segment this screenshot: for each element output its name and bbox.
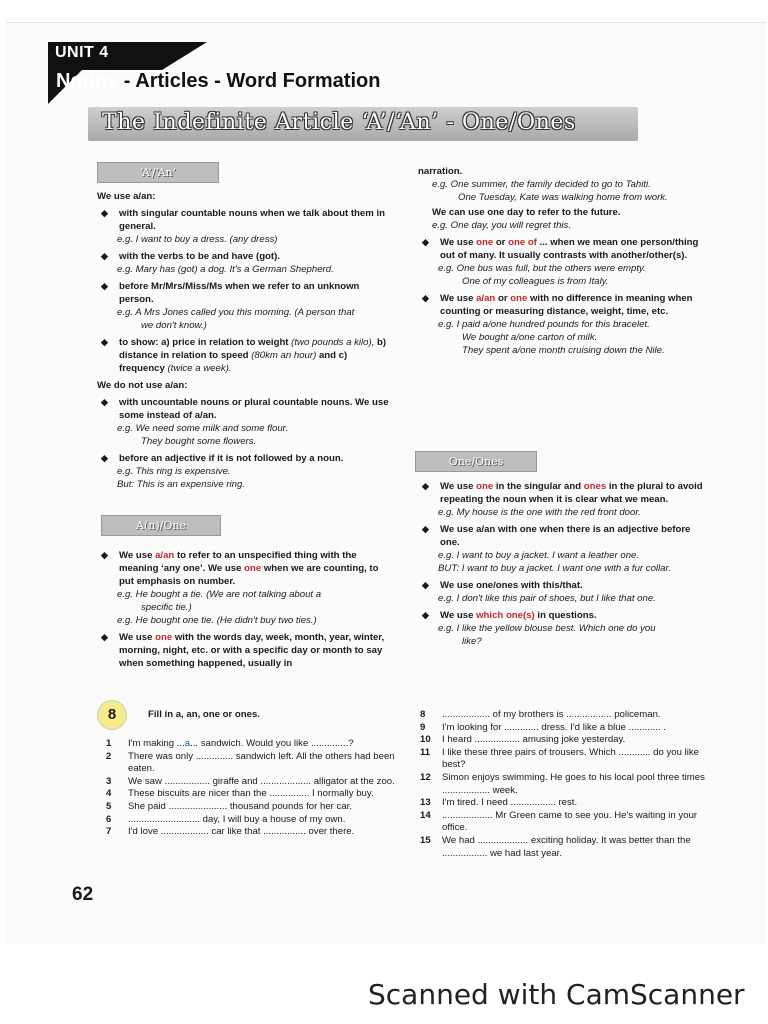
exercise-item: 5 She paid ...................... thousand pounds for her car. <box>106 800 352 812</box>
section-label-a-an: ‘A’/‘An’ <box>97 162 219 183</box>
exercise-instruction: Fill in a, an, one or ones. <box>148 709 260 720</box>
exercise-item: 15 We had ................... exciting holiday. It was better than the ................. we had last year. <box>420 834 691 859</box>
rule-8: ◆ We use one with the words day, week, month, year, winter, morning, night, etc. or with a specific day or month to say when something happened, usually in <box>97 631 395 670</box>
exercise-item: 7 I'd love .................. car like that ................ over there. <box>106 826 355 838</box>
rule-6: ◆ before an adjective if it is not followed by a noun. <box>97 452 395 465</box>
narration-example-2: One Tuesday, Kate was walking home from work. <box>458 192 668 203</box>
rule-adjective-one: ◆ We use a/an with one when there is an adjective before one. <box>418 523 708 549</box>
rule-3-example-2: we don't know.) <box>141 320 207 331</box>
future-rule: We can use one day to refer to the future. <box>432 207 621 218</box>
rule-2: ◆ with the verbs to be and have (got). <box>97 250 395 263</box>
rule-one-of-example-2: One of my colleagues is from Italy. <box>462 276 609 287</box>
rule-7-example-1: e.g. He bought a tie. (We are not talking about a <box>117 589 322 600</box>
scanner-watermark: Scanned with CamScanner <box>368 978 745 1011</box>
left-column <box>97 190 395 491</box>
rule-questions: ◆ We use which one(s) in questions. <box>418 609 708 622</box>
unit-subtitle <box>56 70 380 93</box>
exercise-item: 11 I like these three pairs of trousers. Which ............ do you like best? <box>420 746 700 771</box>
subtitle-first-word: Nouns <box>56 70 119 92</box>
exercise-item: 13 I'm tired. I need ................. rest. <box>420 797 578 809</box>
rule-1: ◆ with singular countable nouns when we talk about them in general. <box>97 207 395 233</box>
exercise-item: 9 I'm looking for ............. dress. I'd like a blue ............ . <box>420 721 666 733</box>
subtitle-rest: - Articles - Word Formation <box>118 70 381 92</box>
rule-one-of-example-1: e.g. One bus was full, but the others were empty. <box>438 263 646 274</box>
narration-text: narration. <box>418 166 463 177</box>
rule-this-that: ◆ We use one/ones with this/that. <box>418 579 708 592</box>
section-label-a-one: A(n)/One <box>101 515 221 536</box>
rule-6-example-1: e.g. This ring is expensive. <box>117 466 231 477</box>
rule-1-example: e.g. I want to buy a dress. (any dress) <box>117 234 278 245</box>
rule-questions-example-1: e.g. I like the yellow blouse best. Which one do you <box>438 623 656 634</box>
rule-7: ◆ We use a/an to refer to an unspecified thing with the meaning ‘any one’. We use one when we are counting, to put emphasis on number. <box>97 549 395 588</box>
we-use-heading: We use a/an: <box>97 191 156 202</box>
exercise-item: 10 I heard ................. amusing joke yesterday. <box>420 734 626 746</box>
rule-one-ones: ◆ We use one in the singular and ones in the plural to avoid repeating the noun when it is clear what we mean. <box>418 480 708 506</box>
we-do-not-use-heading: We do not use a/an: <box>97 380 188 391</box>
left-column-a-one <box>97 549 395 670</box>
rule-5-example-1: e.g. We need some milk and some flour. <box>117 423 289 434</box>
exercise-left-list <box>106 738 396 839</box>
exercise-item: 4 These biscuits are nicer than the ............... I normally buy. <box>106 788 374 800</box>
section-label-one-ones: One/Ones <box>415 451 537 472</box>
unit-label: UNIT 4 <box>55 44 109 61</box>
rule-3-example-1: e.g. A Mrs Jones called you this morning. (A person that <box>117 307 355 318</box>
rule-7-example-3: e.g. He bought one tie. (He didn't buy two ties.) <box>117 615 317 626</box>
exercise-number-badge: 8 <box>97 700 127 730</box>
rule-counting: ◆ We use a/an or one with no difference in meaning when counting or measuring distance, weight, time, etc. <box>418 292 708 318</box>
exercise-right-list <box>420 709 710 860</box>
rule-6-example-2: But: This is an expensive ring. <box>117 479 245 490</box>
rule-7-example-2: specific tie.) <box>141 602 192 613</box>
title-band <box>88 107 638 141</box>
right-column-one-ones <box>418 480 708 648</box>
rule-adjective-example-1: e.g. I want to buy a jacket. I want a leather one. <box>438 550 640 561</box>
exercise-item: 8 .................. of my brothers is ................. policeman. <box>420 709 661 720</box>
page-title: The Indefinite Article ‘A’/‘An’ - One/Ones <box>102 110 576 135</box>
narration-example-1: e.g. One summer, the family decided to go to Tahiti. <box>432 179 651 190</box>
exercise-item: 3 We saw ................. giraffe and ................... alligator at the zoo. <box>106 775 395 787</box>
right-column <box>418 165 708 357</box>
exercise-item: 12 Simon enjoys swimming. He goes to his local pool three times .................. week. <box>420 771 705 796</box>
future-example: e.g. One day, you will regret this. <box>432 220 571 231</box>
rule-5-example-2: They bought some flowers. <box>141 436 257 447</box>
rule-questions-example-2: like? <box>462 636 482 647</box>
exercise-item: 2 There was only .............. sandwich left. All the others had been eaten. <box>106 750 395 775</box>
page-number: 62 <box>72 884 94 905</box>
exercise-item: 6 ........................... day, I will buy a house of my own. <box>106 813 346 825</box>
rule-counting-example-3: They spent a/one month cruising down the Nile. <box>462 345 665 356</box>
rule-adjective-example-2: BUT: I want to buy a jacket. I want one with a fur collar. <box>438 563 672 574</box>
rule-one-ones-example: e.g. My house is the one with the red front door. <box>438 507 641 518</box>
rule-3: ◆ before Mr/Mrs/Miss/Ms when we refer to an unknown person. <box>97 280 395 306</box>
rule-counting-example-1: e.g. I paid a/one hundred pounds for this bracelet. <box>438 319 650 330</box>
exercise-item: 1 I'm making ...a... sandwich. Would you like ..............? <box>106 738 354 749</box>
exercise-item: 14 ................... Mr Green came to see you. He's waiting in your office. <box>420 809 698 834</box>
rule-counting-example-2: We bought a/one carton of milk. <box>462 332 598 343</box>
rule-5: ◆ with uncountable nouns or plural countable nouns. We use some instead of a/an. <box>97 396 395 422</box>
rule-this-that-example: e.g. I don't like this pair of shoes, but I like that one. <box>438 593 656 604</box>
rule-2-example: e.g. Mary has (got) a dog. It's a German Shepherd. <box>117 264 334 275</box>
rule-4: ◆ to show: a) price in relation to weight (two pounds a kilo), b) distance in relation to speed (80km an hour) and c) frequency (twice a week). <box>97 336 395 375</box>
rule-one-of: ◆ We use one or one of ... when we mean one person/thing out of many. It usually contrasts with another/other(s). <box>418 236 708 262</box>
